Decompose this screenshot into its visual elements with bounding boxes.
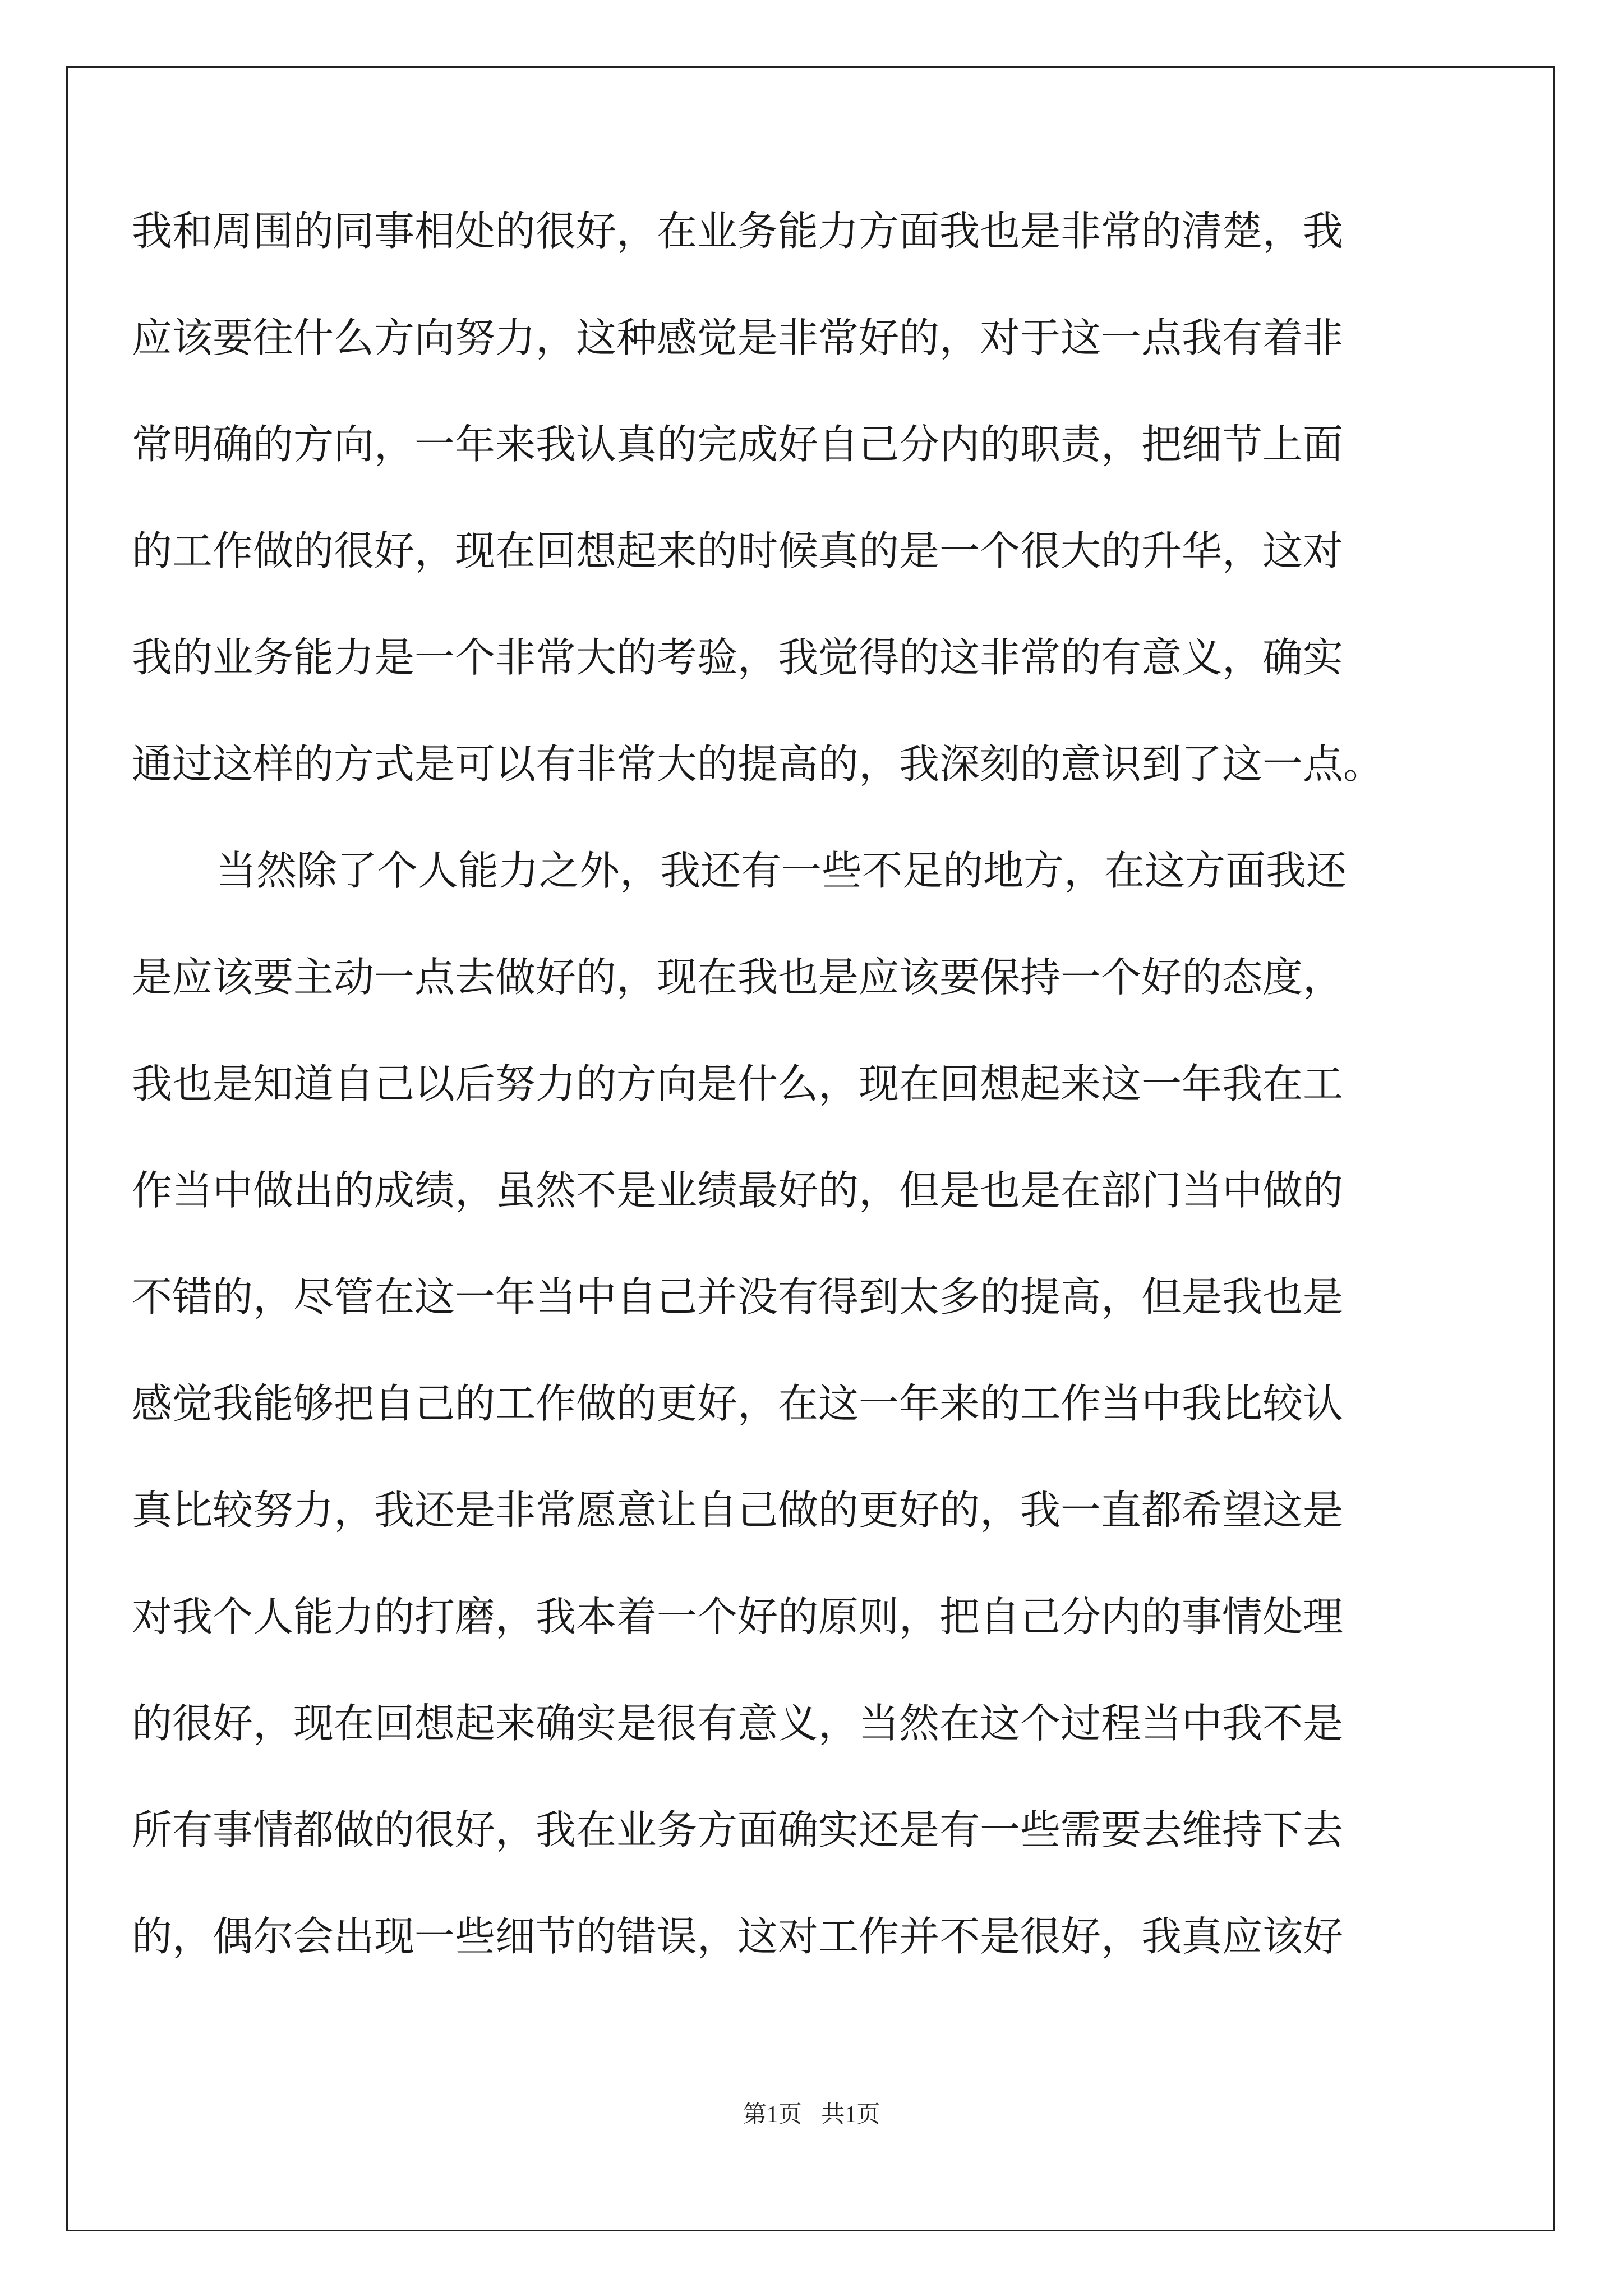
text-line: 对我个人能力的打磨，我本着一个好的原则，把自己分内的事情处理: [132, 1593, 1344, 1640]
text-line: 通过这样的方式是可以有非常大的提高的，我深刻的意识到了这一点。: [132, 740, 1384, 788]
text-line: 我也是知道自己以后努力的方向是什么，现在回想起来这一年我在工: [132, 1060, 1344, 1107]
page-total: 共1页: [821, 2102, 880, 2128]
text-line: 我的业务能力是一个非常大的考验，我觉得的这非常的有意义，确实: [132, 634, 1344, 681]
text-line: 的，偶尔会出现一些细节的错误，这对工作并不是很好，我真应该好: [132, 1913, 1344, 1960]
page-footer: [0, 2098, 1623, 2132]
text-line: 常明确的方向，一年来我认真的完成好自己分内的职责，把细节上面: [132, 421, 1344, 468]
text-line: 的工作做的很好，现在回想起来的时候真的是一个很大的升华，这对: [132, 527, 1344, 574]
paragraph-first-line: 当然除了个人能力之外，我还有一些不足的地方，在这方面我还: [216, 847, 1347, 894]
text-line: 应该要往什么方向努力，这种感觉是非常好的，对于这一点我有着非: [132, 314, 1344, 361]
text-line: 是应该要主动一点去做好的，现在我也是应该要保持一个好的态度，: [132, 954, 1344, 1001]
text-line: 所有事情都做的很好，我在业务方面确实还是有一些需要去维持下去: [132, 1806, 1344, 1853]
text-line: 的很好，现在回想起来确实是很有意义，当然在这个过程当中我不是: [132, 1700, 1344, 1747]
text-line: 我和周围的同事相处的很好，在业务能力方面我也是非常的清楚，我: [132, 208, 1344, 255]
page-number: 第1页: [743, 2102, 802, 2128]
text-line: 不错的，尽管在这一年当中自己并没有得到太多的提高，但是我也是: [132, 1273, 1344, 1320]
text-line: 作当中做出的成绩，虽然不是业绩最好的，但是也是在部门当中做的: [132, 1167, 1344, 1214]
text-line: 真比较努力，我还是非常愿意让自己做的更好的，我一直都希望这是: [132, 1487, 1344, 1534]
text-line: 感觉我能够把自己的工作做的更好，在这一年来的工作当中我比较认: [132, 1380, 1344, 1427]
